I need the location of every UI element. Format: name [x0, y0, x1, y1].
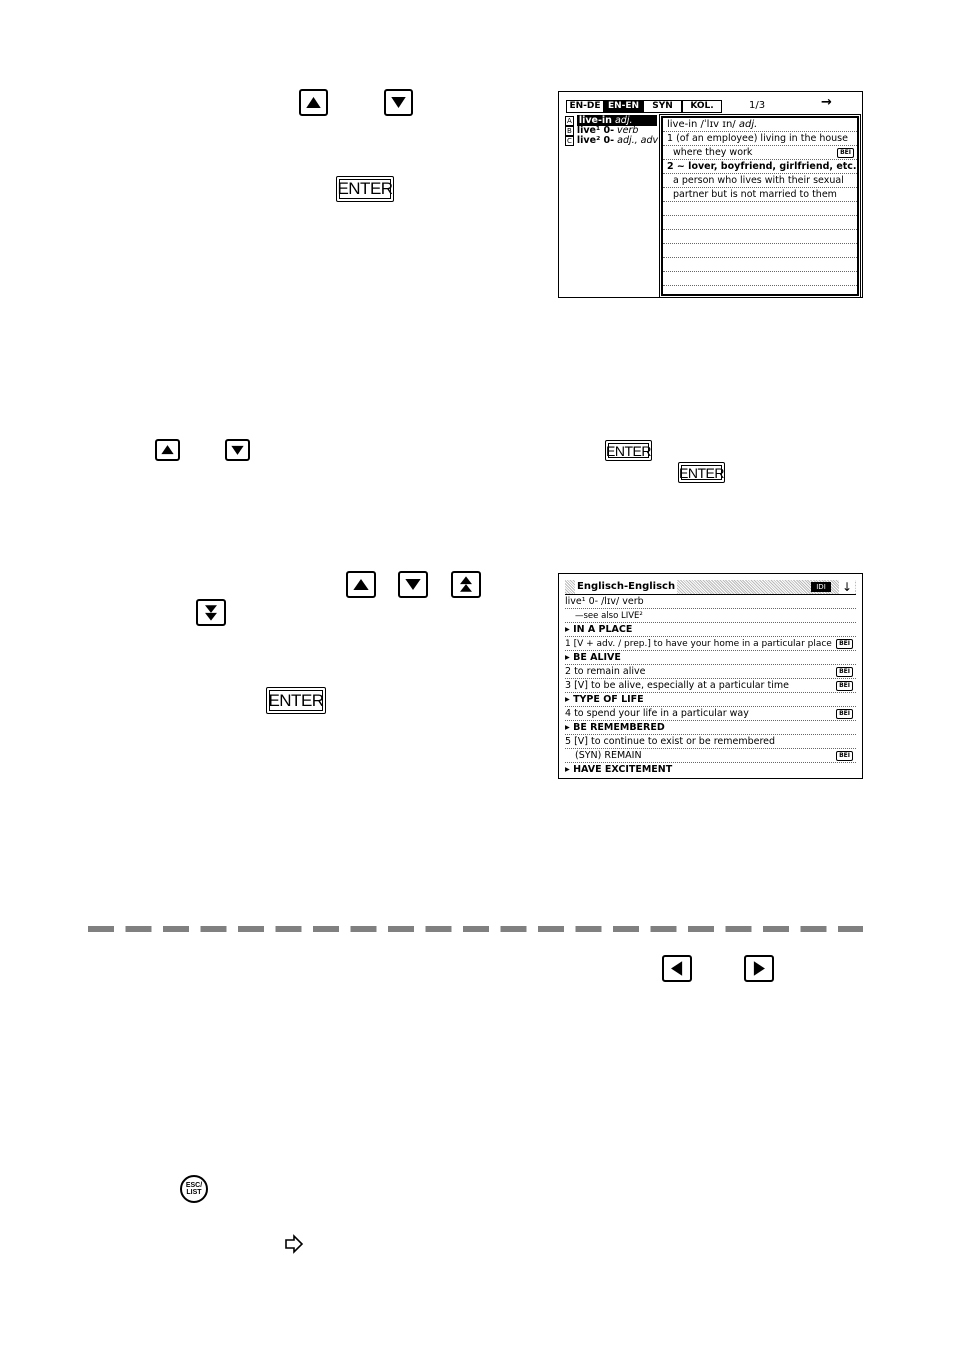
entry-row: —see also LIVE²: [565, 609, 856, 623]
enter-key-icon: ENTER: [678, 462, 725, 483]
tab-en-de: EN-DE: [566, 100, 604, 113]
right-arrow-key-icon: [744, 955, 774, 982]
list-item: A live-in adj.: [565, 116, 665, 126]
preview-line: where they work BEI: [663, 146, 857, 160]
entry-row: (SYN) REMAIN BEI: [565, 749, 856, 763]
entry-row: 4 to spend your life in a particular way BEI: [565, 707, 856, 721]
entry-row: ▸ BE REMEMBERED: [565, 721, 856, 735]
page-down-key-icon: [196, 599, 226, 626]
entry-row: ▸ BE ALIVE: [565, 651, 856, 665]
entry-row: 5 [V] to continue to exist or be remembered: [565, 735, 856, 749]
tab-syn: SYN: [643, 100, 682, 113]
result-list: [565, 116, 665, 146]
example-badge: BEI: [836, 639, 853, 649]
enter-key-icon: ENTER: [605, 440, 652, 461]
dictionary-title: Englisch-Englisch: [577, 581, 676, 592]
entry-row: ▸ HAVE EXCITEMENT: [565, 764, 673, 775]
list-item: C live² 0- adj., adv: [567, 135, 659, 146]
entry-row: live¹ 0- /lɪv/ verb: [565, 595, 856, 609]
dictionary-screen-entry: [558, 573, 863, 779]
preview-line: 1 (of an employee) living in the house: [663, 132, 857, 146]
preview-pane: [661, 116, 859, 296]
enter-key-icon: ENTER: [266, 687, 326, 714]
preview-headword: live-in /ˈlɪv ɪn/ adj.: [663, 118, 857, 132]
scroll-down-arrow-icon: ↓: [839, 580, 855, 594]
list-item: B live¹ 0- verb: [567, 125, 639, 136]
screen-header: [565, 580, 856, 595]
down-arrow-key-icon: [225, 439, 250, 461]
preview-line: 2 ~ lover, boyfriend, girlfriend, etc.: [663, 160, 857, 174]
example-badge: BEI: [836, 681, 853, 691]
page-indicator: 1/3: [749, 100, 766, 111]
tab-kol: KOL.: [682, 100, 722, 113]
enter-key-icon: ENTER: [336, 176, 394, 202]
up-arrow-key-icon: [155, 439, 180, 461]
idiom-badge: IDI: [811, 582, 831, 592]
entry-row: ▸ TYPE OF LIFE: [565, 693, 856, 707]
right-arrow-icon: →: [821, 95, 832, 110]
entry-row: ▸ IN A PLACE: [565, 623, 856, 637]
hollow-right-arrow-icon: [284, 1234, 304, 1254]
entry-row: 1 [V + adv. / prep.] to have your home in a particular place BEI: [565, 637, 856, 651]
up-arrow-key-icon: [346, 571, 376, 598]
up-arrow-key-icon: [299, 89, 328, 116]
entry-row: 2 to remain alive BEI: [565, 665, 856, 679]
dictionary-screen-list: [558, 91, 863, 298]
preview-line: partner but is not married to them: [663, 188, 857, 202]
esc-list-key-icon: ESC/ LIST: [180, 1175, 208, 1203]
entry-body: [565, 595, 856, 777]
tab-en-en: EN-EN: [604, 100, 643, 113]
example-badge: BEI: [836, 751, 853, 761]
example-badge: BEI: [837, 148, 854, 158]
example-badge: BEI: [836, 667, 853, 677]
down-arrow-key-icon: [384, 89, 413, 116]
preview-line: a person who lives with their sexual: [663, 174, 857, 188]
page-up-key-icon: [451, 571, 481, 598]
left-arrow-key-icon: [662, 955, 692, 982]
entry-row: 3 [V] to be alive, especially at a particular time BEI: [565, 679, 856, 693]
example-badge: BEI: [836, 709, 853, 719]
down-arrow-key-icon: [398, 571, 428, 598]
section-divider: [88, 926, 863, 932]
